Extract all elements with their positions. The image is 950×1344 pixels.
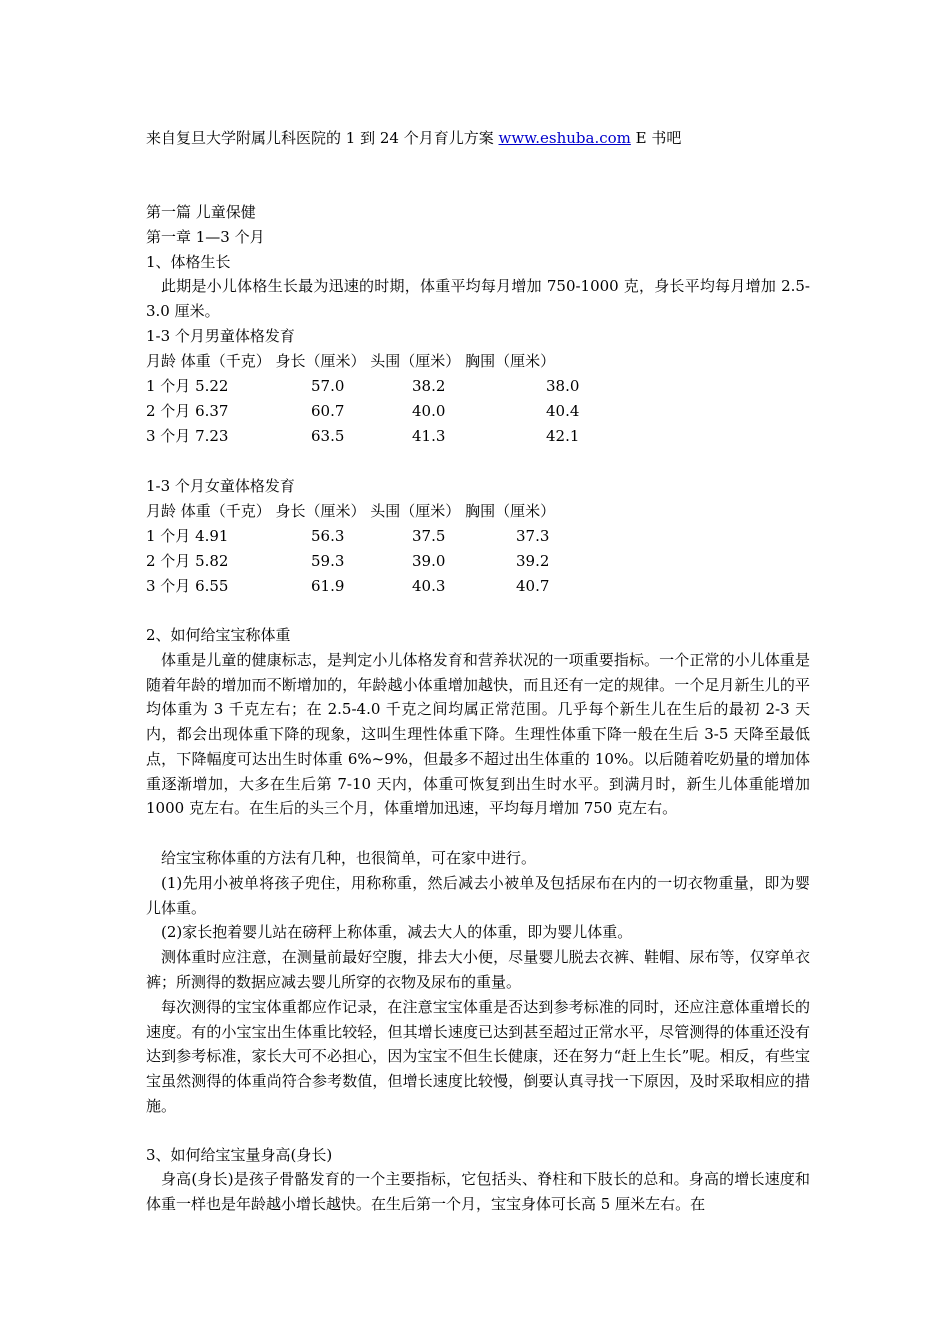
header-suffix: E 书吧: [635, 129, 682, 147]
table-cell: 2 个月 5.82: [146, 552, 229, 570]
table-cell: 1 个月 4.91: [146, 527, 229, 545]
girls-table-header: 月龄 体重（千克） 身长（厘米） 头围（厘米） 胸围（厘米）: [146, 502, 556, 520]
table-cell: 40.0: [412, 402, 446, 420]
document-header: [146, 128, 681, 148]
table-cell: 38.2: [412, 377, 446, 395]
table-cell: 3 个月 7.23: [146, 427, 229, 445]
table-cell: 60.7: [311, 402, 345, 420]
section-heading-growth: 1、体格生长: [146, 253, 231, 271]
table-cell: 2 个月 6.37: [146, 402, 229, 420]
section-heading-height: 3、如何给宝宝量身高(身长): [146, 1146, 333, 1164]
table-cell: 41.3: [412, 427, 446, 445]
girls-table-title: 1-3 个月女童体格发育: [146, 477, 295, 495]
paragraph-weigh-notes: 测体重时应注意，在测量前最好空腹，排去大小便，尽量婴儿脱去衣裤、鞋帽、尿布等，仅穿单衣裤；所测得的数据应减去婴儿所穿的衣物及尿布的重量。: [146, 948, 810, 991]
section-heading-weigh: 2、如何给宝宝称体重: [146, 626, 291, 644]
table-cell: 37.3: [516, 527, 550, 545]
table-cell: 3 个月 6.55: [146, 577, 229, 595]
paragraph-weigh-methods: 给宝宝称体重的方法有几种，也很简单，可在家中进行。: [161, 849, 537, 867]
table-cell: 38.0: [546, 377, 580, 395]
table-cell: 39.0: [412, 552, 446, 570]
boys-table-title: 1-3 个月男童体格发育: [146, 327, 295, 345]
paragraph-weigh-method-1: (1)先用小被单将孩子兜住，用称称重，然后减去小被单及包括尿布在内的一切衣物重量，即为婴儿体重。: [146, 874, 810, 917]
table-cell: 1 个月 5.22: [146, 377, 229, 395]
paragraph-growth: 此期是小儿体格生长最为迅速的时期，体重平均每月增加 750-1000 克，身长平均每月增加 2.5-3.0 厘米。: [146, 277, 810, 320]
table-cell: 40.3: [412, 577, 446, 595]
website-link[interactable]: www.eshuba.com: [498, 129, 631, 147]
chapter-title: 第一章 1—3 个月: [146, 228, 265, 246]
paragraph-weigh-record: 每次测得的宝宝体重都应作记录，在注意宝宝体重是否达到参考标准的同时，还应注意体重增长的速度。有的小宝宝出生体重比较轻，但其增长速度已达到甚至超过正常水平，尽管测得的体重还没有达到参考标准，家长大可不必担心，因为宝宝不但生长健康，还在努力“赶上生长”呢。相反，有些宝宝虽然测得的体重尚符合参考数值，但增长速度比较慢，倒要认真寻找一下原因，及时采取相应的措施。: [146, 998, 810, 1115]
table-cell: 57.0: [311, 377, 345, 395]
table-cell: 56.3: [311, 527, 345, 545]
table-cell: 61.9: [311, 577, 345, 595]
table-cell: 37.5: [412, 527, 446, 545]
boys-table-header: 月龄 体重（千克） 身长（厘米） 头围（厘米） 胸围（厘米）: [146, 352, 556, 370]
paragraph-weigh-intro: 体重是儿童的健康标志，是判定小儿体格发育和营养状况的一项重要指标。一个正常的小儿体重是随着年龄的增加而不断增加的，年龄越小体重增加越快，而且还有一定的规律。一个足月新生儿的平均体重为 3 千克左右；在 2.5-4.0 千克之间均属正常范围。几乎每个新生儿在生后的最初 2-3 天内，都会出现体重下降的现象，这叫生理性体重下降。生理性体重下降一般在生后 3-5 天降至最低点，下降幅度可达出生时体重 6%~9%，但最多不超过出生体重的 10%。以后随着吃奶量的增加体重逐渐增加，大多在生后第 7-10 天内，体重可恢复到出生时水平。到满月时，新生儿体重能增加 1000 克左右。在生后的头三个月，体重增加迅速，平均每月增加 750 克左右。: [146, 651, 810, 818]
paragraph-height-intro: 身高(身长)是孩子骨骼发育的一个主要指标，它包括头、脊柱和下肢长的总和。身高的增长速度和体重一样也是年龄越小增长越快。在生后第一个月，宝宝身体可长高 5 厘米左右。在: [146, 1170, 810, 1213]
header-text: 来自复旦大学附属儿科医院的 1 到 24 个月育儿方案: [146, 129, 494, 147]
table-cell: 40.4: [546, 402, 580, 420]
table-cell: 42.1: [546, 427, 580, 445]
table-cell: 39.2: [516, 552, 550, 570]
paragraph-weigh-method-2: (2)家长抱着婴儿站在磅秤上称体重，减去大人的体重，即为婴儿体重。: [161, 923, 633, 941]
table-cell: 59.3: [311, 552, 345, 570]
table-cell: 40.7: [516, 577, 550, 595]
table-cell: 63.5: [311, 427, 345, 445]
part-title: 第一篇 儿童保健: [146, 203, 256, 221]
